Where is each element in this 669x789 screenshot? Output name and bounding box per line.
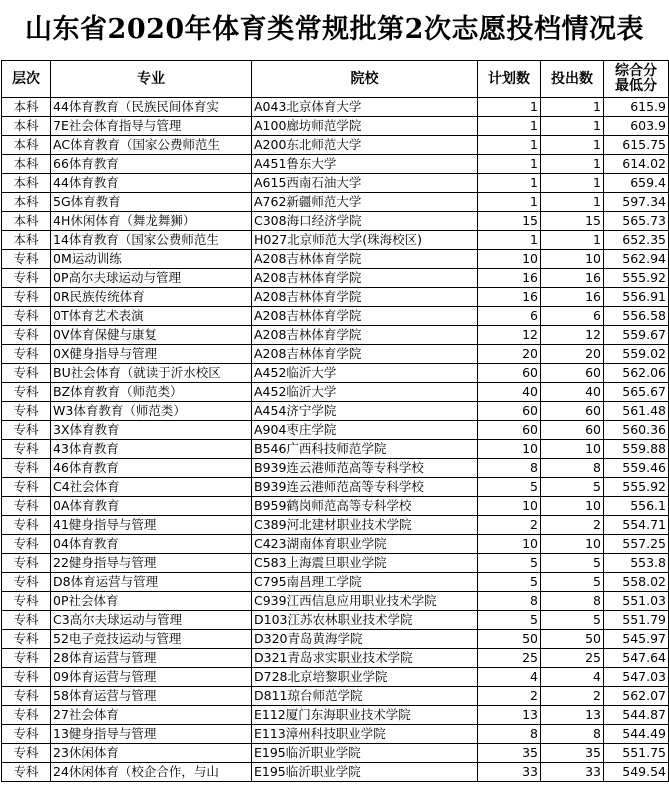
table-row [2, 117, 669, 136]
cell-level: 专科 [2, 307, 51, 326]
cell-level: 专科 [2, 535, 51, 554]
cell-level: 专科 [2, 459, 51, 478]
cell-admitted: 6 [541, 307, 604, 326]
cell-level: 本科 [2, 155, 51, 174]
cell-min-score: 562.06 [604, 364, 669, 383]
cell-admitted: 35 [541, 744, 604, 763]
cell-admitted: 2 [541, 516, 604, 535]
cell-level: 专科 [2, 706, 51, 725]
cell-school: A904枣庄学院 [252, 421, 478, 440]
cell-major: 52电子竞技运动与管理 [51, 630, 252, 649]
cell-min-score: 556.58 [604, 307, 669, 326]
cell-admitted: 40 [541, 383, 604, 402]
header-admitted: 投出数 [541, 61, 604, 98]
table-row [2, 364, 669, 383]
cell-school: C939江西信息应用职业技术学院 [252, 592, 478, 611]
cell-level: 专科 [2, 402, 51, 421]
cell-major: 24休闲体育（校企合作，与山 [51, 763, 252, 782]
cell-min-score: 560.36 [604, 421, 669, 440]
cell-plan: 1 [478, 98, 541, 117]
cell-major: 0V体育保健与康复 [51, 326, 252, 345]
cell-level: 专科 [2, 611, 51, 630]
cell-school: E195临沂职业学院 [252, 744, 478, 763]
cell-admitted: 1 [541, 155, 604, 174]
cell-min-score: 549.54 [604, 763, 669, 782]
cell-plan: 16 [478, 269, 541, 288]
cell-major: C4社会体育 [51, 478, 252, 497]
cell-school: C389河北建材职业技术学院 [252, 516, 478, 535]
cell-school: A208吉林体育学院 [252, 307, 478, 326]
table-row [2, 231, 669, 250]
cell-school: D811琼台师范学院 [252, 687, 478, 706]
cell-admitted: 10 [541, 535, 604, 554]
table-row [2, 269, 669, 288]
cell-plan: 5 [478, 573, 541, 592]
cell-plan: 60 [478, 421, 541, 440]
cell-admitted: 16 [541, 269, 604, 288]
cell-level: 专科 [2, 649, 51, 668]
table-row [2, 535, 669, 554]
table-row [2, 744, 669, 763]
table-row [2, 136, 669, 155]
cell-school: A208吉林体育学院 [252, 269, 478, 288]
cell-admitted: 16 [541, 288, 604, 307]
cell-plan: 1 [478, 117, 541, 136]
table-row [2, 212, 669, 231]
cell-level: 专科 [2, 725, 51, 744]
cell-min-score: 597.34 [604, 193, 669, 212]
cell-school: B939连云港师范高等专科学校 [252, 478, 478, 497]
cell-min-score: 565.73 [604, 212, 669, 231]
cell-min-score: 615.9 [604, 98, 669, 117]
table-row [2, 573, 669, 592]
cell-min-score: 562.07 [604, 687, 669, 706]
cell-level: 专科 [2, 440, 51, 459]
cell-major: 0R民族传统体育 [51, 288, 252, 307]
cell-level: 专科 [2, 269, 51, 288]
cell-major: W3体育教育（师范类） [51, 402, 252, 421]
cell-admitted: 20 [541, 345, 604, 364]
cell-min-score: 555.92 [604, 269, 669, 288]
cell-major: 23休闲体育 [51, 744, 252, 763]
cell-min-score: 615.75 [604, 136, 669, 155]
cell-major: 66体育教育 [51, 155, 252, 174]
table-row [2, 440, 669, 459]
header-plan: 计划数 [478, 61, 541, 98]
cell-school: E195临沂职业学院 [252, 763, 478, 782]
table-body [2, 98, 669, 782]
table-row [2, 326, 669, 345]
cell-admitted: 50 [541, 630, 604, 649]
cell-plan: 5 [478, 611, 541, 630]
cell-major: 0T体育艺术表演 [51, 307, 252, 326]
cell-major: 58体育运营与管理 [51, 687, 252, 706]
cell-major: BU社会体育（就读于沂水校区 [51, 364, 252, 383]
table-row [2, 421, 669, 440]
table-row [2, 402, 669, 421]
cell-plan: 1 [478, 174, 541, 193]
cell-school: C795南昌理工学院 [252, 573, 478, 592]
cell-level: 专科 [2, 250, 51, 269]
cell-admitted: 1 [541, 117, 604, 136]
cell-school: A454济宁学院 [252, 402, 478, 421]
cell-school: H027北京师范大学(珠海校区) [252, 231, 478, 250]
cell-level: 专科 [2, 573, 51, 592]
table-row [2, 288, 669, 307]
cell-school: B959鹤岗师范高等专科学校 [252, 497, 478, 516]
cell-level: 专科 [2, 288, 51, 307]
cell-min-score: 559.46 [604, 459, 669, 478]
cell-min-score: 545.97 [604, 630, 669, 649]
cell-major: 41健身指导与管理 [51, 516, 252, 535]
cell-school: B939连云港师范高等专科学校 [252, 459, 478, 478]
cell-plan: 5 [478, 554, 541, 573]
cell-level: 专科 [2, 630, 51, 649]
cell-school: A452临沂大学 [252, 364, 478, 383]
table-row [2, 155, 669, 174]
cell-min-score: 553.8 [604, 554, 669, 573]
cell-admitted: 1 [541, 136, 604, 155]
cell-plan: 12 [478, 326, 541, 345]
cell-plan: 33 [478, 763, 541, 782]
cell-major: AC体育教育（国家公费师范生 [51, 136, 252, 155]
cell-level: 专科 [2, 687, 51, 706]
cell-admitted: 60 [541, 402, 604, 421]
cell-major: 0A体育教育 [51, 497, 252, 516]
cell-school: C423湖南体育职业学院 [252, 535, 478, 554]
cell-plan: 8 [478, 725, 541, 744]
cell-major: 28体育运营与管理 [51, 649, 252, 668]
cell-school: A615西南石油大学 [252, 174, 478, 193]
cell-level: 本科 [2, 117, 51, 136]
cell-plan: 10 [478, 535, 541, 554]
cell-admitted: 1 [541, 174, 604, 193]
cell-min-score: 603.9 [604, 117, 669, 136]
cell-level: 专科 [2, 364, 51, 383]
cell-min-score: 614.02 [604, 155, 669, 174]
cell-major: 0P社会体育 [51, 592, 252, 611]
table-row [2, 459, 669, 478]
cell-min-score: 561.48 [604, 402, 669, 421]
cell-plan: 10 [478, 497, 541, 516]
cell-level: 本科 [2, 136, 51, 155]
cell-level: 专科 [2, 763, 51, 782]
cell-level: 专科 [2, 345, 51, 364]
cell-min-score: 551.03 [604, 592, 669, 611]
cell-plan: 35 [478, 744, 541, 763]
cell-admitted: 13 [541, 706, 604, 725]
table-row [2, 668, 669, 687]
cell-admitted: 4 [541, 668, 604, 687]
cell-admitted: 15 [541, 212, 604, 231]
cell-major: 43体育教育 [51, 440, 252, 459]
cell-school: A208吉林体育学院 [252, 288, 478, 307]
cell-plan: 1 [478, 193, 541, 212]
cell-plan: 4 [478, 668, 541, 687]
header-level: 层次 [2, 61, 51, 98]
table-row [2, 478, 669, 497]
cell-major: 4H休闲体育（舞龙舞狮） [51, 212, 252, 231]
cell-level: 专科 [2, 592, 51, 611]
cell-plan: 10 [478, 250, 541, 269]
cell-major: 04体育教育 [51, 535, 252, 554]
header-min-score-line2: 最低分 [615, 78, 657, 94]
cell-admitted: 25 [541, 649, 604, 668]
cell-major: 44体育教育 [51, 174, 252, 193]
cell-plan: 2 [478, 687, 541, 706]
cell-admitted: 33 [541, 763, 604, 782]
table-row [2, 687, 669, 706]
cell-major: 7E社会体育指导与管理 [51, 117, 252, 136]
cell-admitted: 10 [541, 497, 604, 516]
cell-level: 专科 [2, 326, 51, 345]
cell-admitted: 5 [541, 478, 604, 497]
cell-school: E112厦门东海职业技术学院 [252, 706, 478, 725]
cell-level: 本科 [2, 174, 51, 193]
cell-school: D103江苏农林职业技术学院 [252, 611, 478, 630]
cell-school: D728北京培黎职业学院 [252, 668, 478, 687]
cell-plan: 60 [478, 402, 541, 421]
cell-major: 44体育教育（民族民间体育实 [51, 98, 252, 117]
cell-plan: 6 [478, 307, 541, 326]
cell-level: 本科 [2, 193, 51, 212]
table-header-row [2, 61, 669, 98]
cell-min-score: 562.94 [604, 250, 669, 269]
cell-admitted: 10 [541, 250, 604, 269]
cell-min-score: 559.02 [604, 345, 669, 364]
cell-plan: 40 [478, 383, 541, 402]
table-row [2, 98, 669, 117]
cell-major: 27社会体育 [51, 706, 252, 725]
cell-major: 0X健身指导与管理 [51, 345, 252, 364]
cell-level: 本科 [2, 98, 51, 117]
cell-major: 0M运动训练 [51, 250, 252, 269]
cell-admitted: 10 [541, 440, 604, 459]
table-row [2, 725, 669, 744]
cell-admitted: 5 [541, 611, 604, 630]
admission-table [1, 60, 669, 782]
table-row [2, 383, 669, 402]
table-row [2, 592, 669, 611]
cell-school: A100廊坊师范学院 [252, 117, 478, 136]
table-row [2, 516, 669, 535]
cell-level: 专科 [2, 516, 51, 535]
cell-admitted: 8 [541, 725, 604, 744]
cell-plan: 5 [478, 478, 541, 497]
cell-min-score: 544.87 [604, 706, 669, 725]
cell-plan: 2 [478, 516, 541, 535]
cell-min-score: 554.71 [604, 516, 669, 535]
cell-plan: 20 [478, 345, 541, 364]
cell-major: 0P高尔夫球运动与管理 [51, 269, 252, 288]
cell-level: 本科 [2, 231, 51, 250]
cell-min-score: 659.4 [604, 174, 669, 193]
cell-school: A208吉林体育学院 [252, 326, 478, 345]
table-row [2, 706, 669, 725]
cell-school: A043北京体育大学 [252, 98, 478, 117]
table-row [2, 649, 669, 668]
header-school: 院校 [252, 61, 478, 98]
cell-plan: 60 [478, 364, 541, 383]
cell-major: 13健身指导与管理 [51, 725, 252, 744]
cell-plan: 50 [478, 630, 541, 649]
cell-admitted: 60 [541, 421, 604, 440]
cell-school: A208吉林体育学院 [252, 250, 478, 269]
cell-level: 本科 [2, 212, 51, 231]
cell-level: 专科 [2, 421, 51, 440]
cell-school: C308海口经济学院 [252, 212, 478, 231]
table-row [2, 630, 669, 649]
cell-level: 专科 [2, 383, 51, 402]
table-row [2, 611, 669, 630]
page-title: 山东省2020年体育类常规批第2次志愿投档情况表 [25, 14, 644, 45]
cell-min-score: 556.1 [604, 497, 669, 516]
cell-plan: 1 [478, 155, 541, 174]
cell-plan: 15 [478, 212, 541, 231]
cell-plan: 1 [478, 231, 541, 250]
table-row [2, 345, 669, 364]
cell-admitted: 5 [541, 573, 604, 592]
cell-min-score: 551.79 [604, 611, 669, 630]
cell-min-score: 652.35 [604, 231, 669, 250]
cell-major: 5G体育教育 [51, 193, 252, 212]
cell-school: A208吉林体育学院 [252, 345, 478, 364]
cell-min-score: 547.03 [604, 668, 669, 687]
header-min-score-line1: 综合分 [615, 63, 657, 79]
cell-min-score: 547.64 [604, 649, 669, 668]
cell-min-score: 551.75 [604, 744, 669, 763]
cell-admitted: 2 [541, 687, 604, 706]
table-row [2, 250, 669, 269]
cell-min-score: 559.67 [604, 326, 669, 345]
cell-school: A452临沂大学 [252, 383, 478, 402]
header-major: 专业 [51, 61, 252, 98]
cell-admitted: 8 [541, 592, 604, 611]
table-row [2, 763, 669, 782]
cell-min-score: 565.67 [604, 383, 669, 402]
cell-min-score: 555.92 [604, 478, 669, 497]
cell-level: 专科 [2, 744, 51, 763]
cell-admitted: 1 [541, 98, 604, 117]
cell-major: D8体育运营与管理 [51, 573, 252, 592]
table-row [2, 193, 669, 212]
cell-min-score: 558.02 [604, 573, 669, 592]
cell-admitted: 5 [541, 554, 604, 573]
cell-min-score: 544.49 [604, 725, 669, 744]
cell-major: 46体育教育 [51, 459, 252, 478]
table-row [2, 554, 669, 573]
cell-major: 09体育运营与管理 [51, 668, 252, 687]
cell-admitted: 1 [541, 231, 604, 250]
cell-major: 3X体育教育 [51, 421, 252, 440]
cell-school: B546广西科技师范学院 [252, 440, 478, 459]
cell-min-score: 557.25 [604, 535, 669, 554]
cell-major: BZ体育教育（师范类） [51, 383, 252, 402]
cell-school: A200东北师范大学 [252, 136, 478, 155]
cell-admitted: 1 [541, 193, 604, 212]
cell-plan: 8 [478, 592, 541, 611]
cell-plan: 10 [478, 440, 541, 459]
cell-school: D320青岛黄海学院 [252, 630, 478, 649]
cell-admitted: 8 [541, 459, 604, 478]
cell-school: A762新疆师范大学 [252, 193, 478, 212]
cell-min-score: 556.91 [604, 288, 669, 307]
cell-level: 专科 [2, 668, 51, 687]
cell-plan: 13 [478, 706, 541, 725]
cell-school: E113漳州科技职业学院 [252, 725, 478, 744]
table-row [2, 307, 669, 326]
cell-major: 22健身指导与管理 [51, 554, 252, 573]
cell-min-score: 559.88 [604, 440, 669, 459]
cell-school: D321青岛求实职业技术学院 [252, 649, 478, 668]
cell-plan: 16 [478, 288, 541, 307]
cell-level: 专科 [2, 497, 51, 516]
cell-school: C583上海震旦职业学院 [252, 554, 478, 573]
cell-admitted: 12 [541, 326, 604, 345]
cell-major: 14体育教育（国家公费师范生 [51, 231, 252, 250]
cell-plan: 8 [478, 459, 541, 478]
table-row [2, 497, 669, 516]
cell-major: C3高尔夫球运动与管理 [51, 611, 252, 630]
cell-admitted: 60 [541, 364, 604, 383]
table-row [2, 174, 669, 193]
header-min-score [604, 61, 669, 98]
cell-level: 专科 [2, 478, 51, 497]
cell-school: A451鲁东大学 [252, 155, 478, 174]
cell-level: 专科 [2, 554, 51, 573]
cell-plan: 1 [478, 136, 541, 155]
cell-plan: 25 [478, 649, 541, 668]
